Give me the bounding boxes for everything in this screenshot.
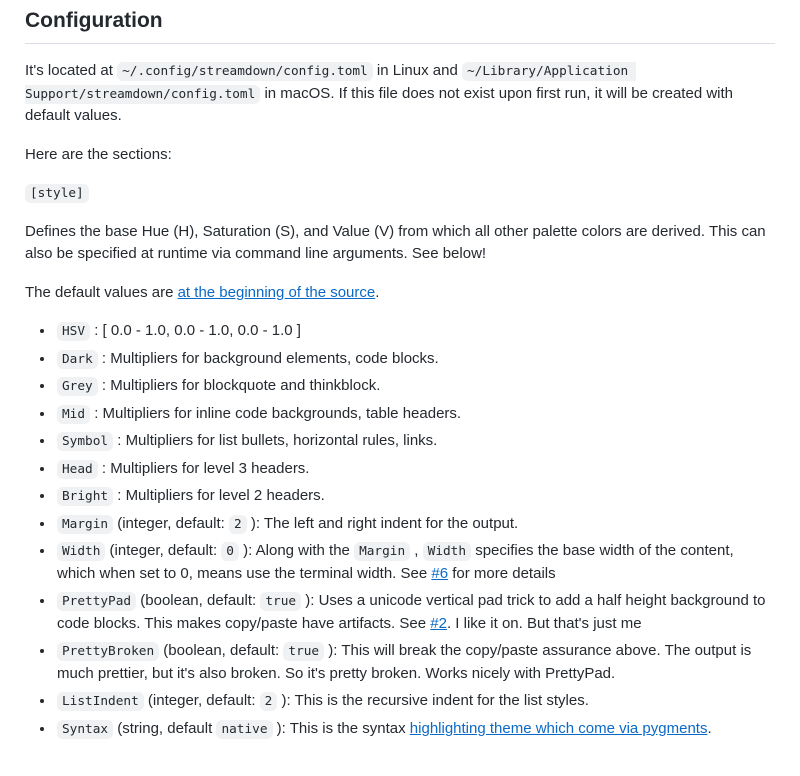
inline-code: Syntax (57, 720, 113, 739)
list-item: • Grey : Multipliers for blockquote and thinkblock. (55, 375, 775, 398)
defaults-paragraph: The default values are at the beginning of the source. (25, 283, 380, 301)
list-item: • PrettyBroken (boolean, default: true ): This will break the copy/paste assurance above. The output is much prettier, but it's also broken. So it's pretty broken. Works nicely with PrettyPad. (55, 640, 775, 685)
list-item: • Symbol : Multipliers for list bullets, horizontal rules, links. (55, 430, 775, 453)
inline-code: Bright (57, 487, 113, 506)
inline-code: Symbol (57, 432, 113, 451)
style-section-label (25, 182, 775, 205)
list-item: • Margin (integer, default: 2 ): The left and right indent for the output. (55, 513, 775, 536)
inline-code: HSV (57, 322, 90, 341)
list-item: • Bright : Multipliers for level 2 headers. (55, 485, 775, 508)
list-item: • Dark : Multipliers for background elements, code blocks. (55, 348, 775, 371)
inline-code: ListIndent (57, 692, 144, 711)
inline-code: Width (57, 542, 105, 561)
inline-link[interactable]: highlighting theme which come via pygments (409, 719, 708, 737)
list-item: • Width (integer, default: 0 ): Along with the Margin , Width specifies the base width of the content, which when set to 0, means use the terminal width. See #6 for more details (55, 540, 775, 585)
inline-code: 0 (221, 542, 239, 561)
inline-code: ~/Library/Application Support/streamdown/config.toml (25, 64, 636, 102)
inline-code: Grey (57, 377, 98, 396)
list-item: • HSV : [ 0.0 - 1.0, 0.0 - 1.0, 0.0 - 1.0 ] (55, 320, 775, 343)
inline-code: 2 (229, 515, 247, 534)
inline-code: Margin (354, 542, 410, 561)
inline-code: [style] (25, 184, 89, 203)
inline-code: Dark (57, 350, 98, 369)
sections-intro-paragraph: Here are the sections: (25, 145, 172, 163)
inline-code: Mid (57, 405, 90, 424)
inline-code: true (260, 592, 301, 611)
inline-code: 2 (260, 692, 278, 711)
inline-link[interactable]: #6 (431, 564, 449, 582)
inline-link[interactable]: #2 (430, 614, 447, 632)
inline-code: Head (57, 460, 98, 479)
inline-code: Margin (57, 515, 113, 534)
inline-code: true (283, 642, 324, 661)
inline-code: ~/.config/streamdown/config.toml (117, 62, 373, 81)
config-options-list (25, 320, 775, 740)
inline-link[interactable]: at the beginning of the source (177, 283, 376, 301)
list-item: • Head : Multipliers for level 3 headers. (55, 458, 775, 481)
inline-code: native (216, 720, 272, 739)
list-item: • PrettyPad (boolean, default: true ): Uses a unicode vertical pad trick to add a half height background to code blocks. This makes copy/paste have artifacts. See #2. I like it on. But that's just me (55, 590, 775, 635)
list-item: • Mid : Multipliers for inline code backgrounds, table headers. (55, 403, 775, 426)
inline-code: PrettyPad (57, 592, 136, 611)
page-title: Configuration (25, 8, 775, 44)
list-item: • ListIndent (integer, default: 2 ): This is the recursive indent for the list styles. (55, 690, 775, 713)
inline-code: PrettyBroken (57, 642, 159, 661)
inline-code: Width (423, 542, 471, 561)
intro-paragraph: It's located at ~/.config/streamdown/config.toml in Linux and ~/Library/Application Support/streamdown/config.toml in macOS. If this file does not exist upon first run, it will be created with default values. (25, 62, 734, 125)
defines-paragraph: Defines the base Hue (H), Saturation (S), and Value (V) from which all other palette colors are derived. This can also be specified at runtime via command line arguments. See below! (25, 222, 766, 263)
list-item: • Syntax (string, default native ): This is the syntax highlighting theme which come via pygments. (55, 718, 775, 741)
